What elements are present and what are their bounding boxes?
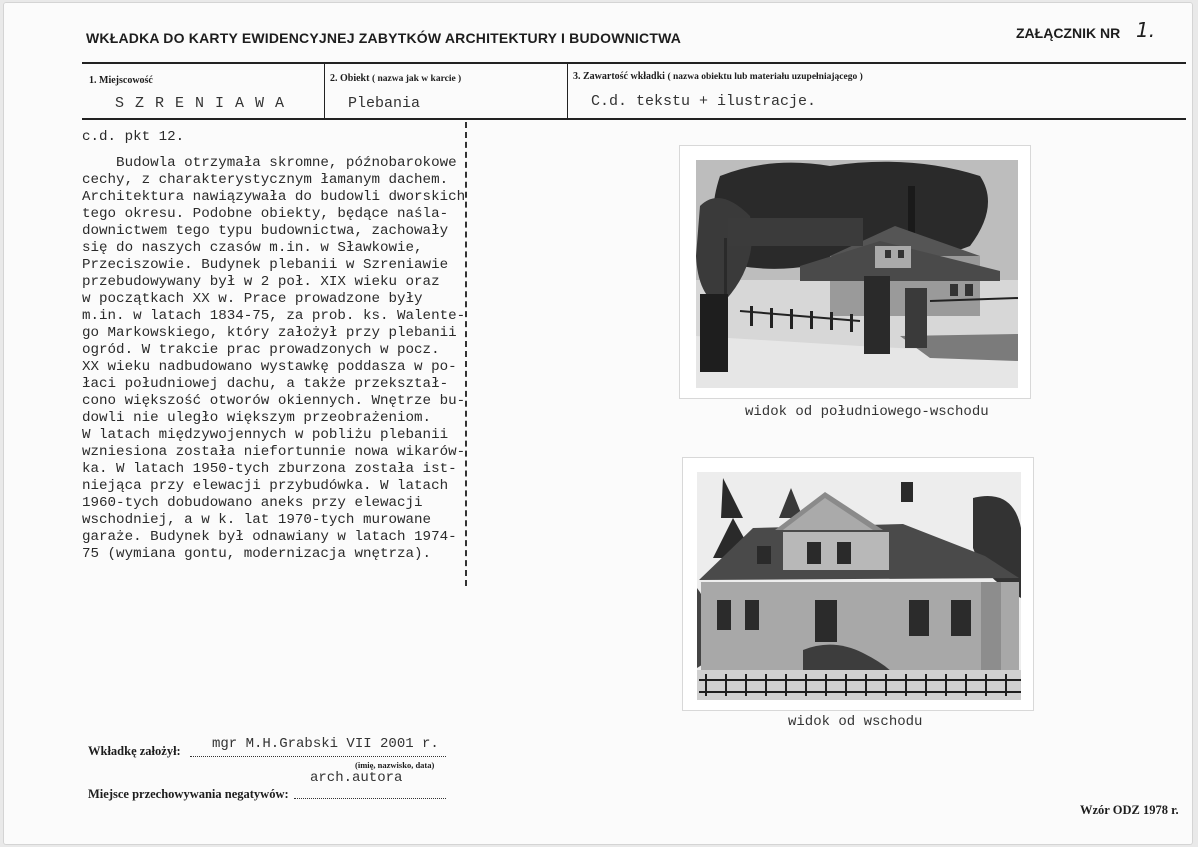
author-note: (imię, nazwisko, data) xyxy=(355,760,435,770)
description-line: Przeciszowie. Budynek plebanii w Szreniawie xyxy=(82,257,449,273)
field-divider-2 xyxy=(567,64,568,118)
description-line: m.in. w latach 1834-75, za prob. ks. Walente- xyxy=(82,308,466,324)
object-value: Plebania xyxy=(348,95,421,112)
description-line: Architektura nawiązywała do budowli dworskich xyxy=(82,189,466,205)
description-text xyxy=(82,155,466,563)
author-value: mgr M.H.Grabski VII 2001 r. xyxy=(212,736,439,752)
description-line: XX wieku nadbudowano wystawkę poddasza w po- xyxy=(82,359,457,375)
object-label xyxy=(330,73,461,84)
house-facade-photo-icon xyxy=(683,458,1033,710)
description-line: tego okresu. Podobne obiekty, będące naśla- xyxy=(82,206,449,222)
description-line: przebudowywany był w 2 poł. XIX wieku oraz xyxy=(82,274,440,290)
description-line: wschodniej, a w k. lat 1970-tych murowane xyxy=(82,512,432,528)
contents-label xyxy=(573,71,863,82)
header-bottom-rule xyxy=(82,118,1186,120)
storage-dotted-line xyxy=(294,798,446,799)
description-line: ogród. W trakcie prac prowadzonych w pocz. xyxy=(82,342,440,358)
description-line: ka. W latach 1950-tych zburzona została ist- xyxy=(82,461,457,477)
description-line: cono większość otworów okiennych. Wnętrze bu- xyxy=(82,393,466,409)
description-line: W latach międzywojennych w pobliżu plebanii xyxy=(82,427,449,443)
form-title: WKŁADKA DO KARTY EWIDENCYJNEJ ZABYTKÓW ARCHITEKTURY I BUDOWNICTWA xyxy=(86,30,682,46)
header-top-rule xyxy=(82,62,1186,64)
photo-caption-1: widok od południowego-wschodu xyxy=(745,404,989,420)
photo-caption-2: widok od wschodu xyxy=(788,714,923,730)
gate-trees-photo-icon xyxy=(680,146,1030,398)
description-line: 75 (wymiana gontu, modernizacja wnętrza). xyxy=(82,546,432,562)
photo-frame-1 xyxy=(680,146,1030,398)
contents-label-text: 3. Zawartość wkładki xyxy=(573,71,665,82)
contents-value: C.d. tekstu + ilustracje. xyxy=(591,93,817,110)
field-divider-1 xyxy=(324,64,325,118)
contents-label-note: ( nazwa obiektu lub materiału uzupełniającego ) xyxy=(667,72,863,82)
photo-frame-2 xyxy=(683,458,1033,710)
description-line: Budowla otrzymała skromne, późnobarokowe xyxy=(82,155,457,171)
description-line: w początkach XX w. Prace prowadzone były xyxy=(82,291,423,307)
description-line: go Markowskiego, który założył przy plebanii xyxy=(82,325,457,341)
description-line: dowli nie uległo większym przeobrażeniom. xyxy=(82,410,432,426)
annex-label: ZAŁĄCZNIK NR xyxy=(1016,25,1121,41)
annex-number: 1. xyxy=(1136,18,1156,42)
description-line: niejąca przy elewacji przybudówka. W latach xyxy=(82,478,449,494)
author-label: Wkładkę założył: xyxy=(88,744,181,758)
description-line: downictwem tego typu budownictwa, zachowały xyxy=(82,223,449,239)
description-line: cechy, z charakterystycznym łamanym dachem. xyxy=(82,172,449,188)
storage-label: Miejsce przechowywania negatywów: xyxy=(88,787,289,801)
storage-value: arch.autora xyxy=(310,770,403,786)
continuation-label: c.d. pkt 12. xyxy=(82,129,185,145)
object-label-text: 2. Obiekt xyxy=(330,73,370,84)
locality-value: S Z R E N I A W A xyxy=(115,95,286,112)
description-line: łaci południowej dachu, a także przekształ- xyxy=(82,376,449,392)
form-mark: Wzór ODZ 1978 r. xyxy=(1080,803,1179,817)
description-line: się do naszych czasów m.in. w Sławkowie, xyxy=(82,240,423,256)
object-label-note: ( nazwa jak w karcie ) xyxy=(371,74,462,84)
description-line: wzniesiona została niefortunnie nowa wikarów- xyxy=(82,444,466,460)
column-divider xyxy=(465,122,467,586)
description-line: garaże. Budynek był odnawiany w latach 1974- xyxy=(82,529,457,545)
description-line: 1960-tych dobudowano aneks przy elewacji xyxy=(82,495,423,511)
locality-label: 1. Miejscowość xyxy=(89,75,153,86)
author-dotted-line xyxy=(190,756,446,757)
